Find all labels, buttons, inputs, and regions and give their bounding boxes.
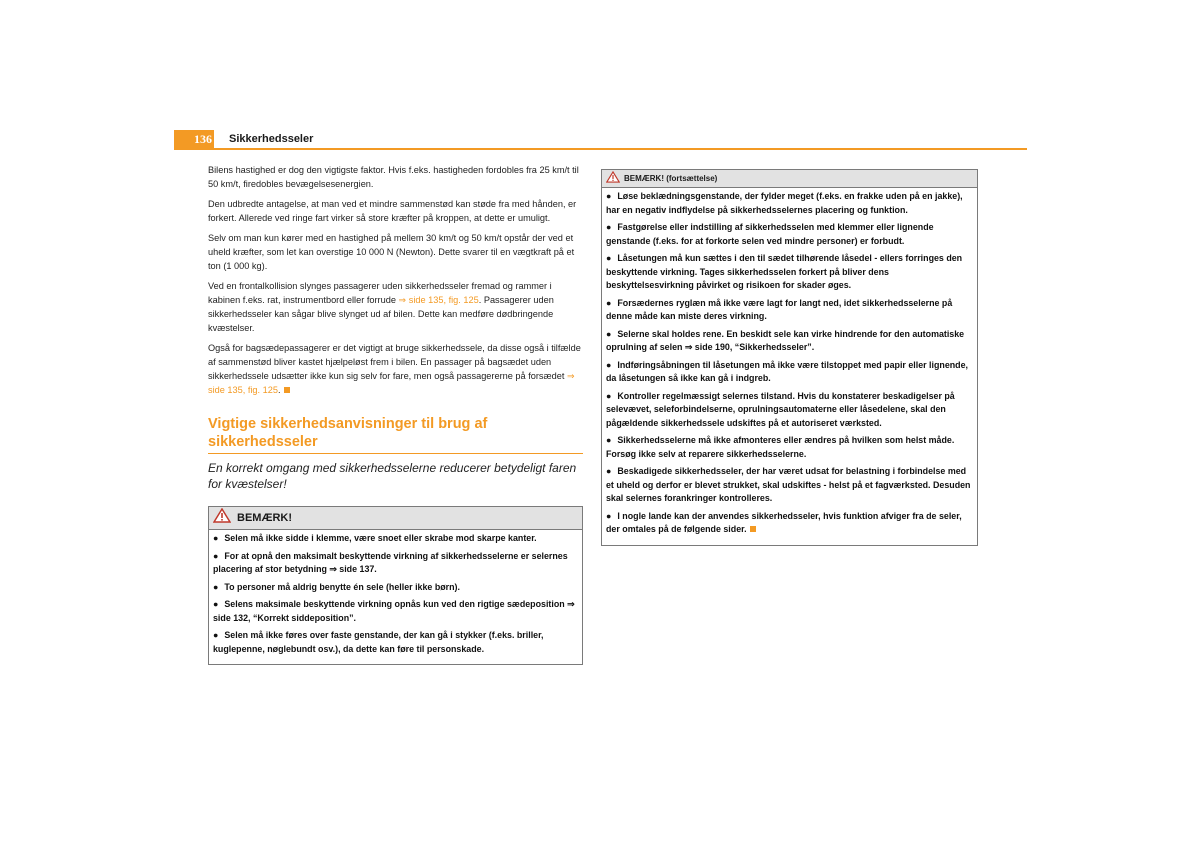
warning-item: ● Kontroller regelmæssigt selernes tilstand. Hvis du konstaterer beskadigelser på selevævet, seleforbindelserne, oprulningsautomaterne eller låsedelene, skal den pågældende sikkerhedssele udskiftes på et autoriseret værksted. [606, 390, 955, 428]
warning-item: ● Forsædernes ryglæn må ikke være lagt for langt ned, idet sikkerhedsselerne på denne måde kan miste deres virkning. [606, 297, 953, 321]
section-title: Sikkerhedsseler [229, 133, 314, 145]
page-number: 136 [174, 130, 214, 149]
warning-box-continued [601, 169, 978, 546]
warning-box [208, 506, 583, 665]
paragraph-3: Selv om man kun kører med en hastighed på mellem 30 km/t og 50 km/t opstår der ved et uheld kræfter, som let kan overstige 10 000 N (Newton). Dette svarer til en vægtkraft på et ton (1 000 kg). [208, 233, 575, 271]
warning-list [209, 530, 582, 664]
paragraph-2: Den udbredte antagelse, at man ved et mindre sammenstød kan støde fra med hånden, er forkert. Allerede ved ringe fart virker så store kræfter på kroppen, at dette er umuligt. [208, 199, 577, 223]
bullet-icon: ● [606, 328, 612, 339]
warning-item: ● Indføringsåbningen til låsetungen må ikke være tilstoppet med papir eller lignende, da låsetungen så ikke kan gå i indgreb. [606, 359, 969, 383]
bullet-icon: ● [606, 297, 612, 308]
warning-item: ● For at opnå den maksimalt beskyttende virkning af sikkerhedsselerne er selernes placering af stor betydning ⇒ side 137. [213, 550, 568, 574]
warning-item: ● Selens maksimale beskyttende virkning opnås kun ved den rigtige sædeposition ⇒ side 132, “Korrekt siddeposition”. [213, 599, 575, 623]
warning-item: ● Låsetungen må kun sættes i den til sædet tilhørende låsedel - ellers forringes den beskyttende virkning. Tages sikkerhedsselen forkert på bliver dens beskyttelsesvirkning påvirket og risikoen for skader øges. [606, 253, 963, 290]
warning-title: BEMÆRK! [237, 512, 292, 524]
bullet-icon: ● [213, 581, 219, 592]
bullet-icon: ● [606, 222, 612, 232]
bullet-icon: ● [606, 390, 612, 401]
warning-item: ● Løse beklædningsgenstande, der fylder meget (f.eks. en frakke uden på en jakke), har en negativ indflydelse på sikkerhedsselernes placering og funktion. [606, 191, 963, 215]
warning-item: ● Sikkerhedsselerne må ikke afmonteres eller ændres på hvilken som helst måde. Forsøg ikke selv at reparere sikkerhedsselerne. [606, 435, 955, 459]
paragraph-4: Ved en frontalkollision slynges passagerer uden sikkerhedsseler fremad og rammer i kabinen f.eks. rat, instrumentbord eller forrude ⇒ side 135, fig. 125. Passagerer uden sikkerhedsseler kan sågar blive slynget ud af bilen. Dette kan medføre dødbringende kvæstelser. [208, 281, 554, 333]
bullet-icon: ● [213, 550, 219, 561]
body-text [208, 163, 583, 397]
bullet-icon: ● [606, 466, 612, 476]
bullet-icon: ● [606, 510, 612, 521]
bullet-icon: ● [213, 533, 219, 543]
figure-reference-link[interactable]: ⇒ side 135, fig. 125 [208, 371, 575, 395]
paragraph-1: Bilens hastighed er dog den vigtigste faktor. Hvis f.eks. hastigheden fordobles fra 25 km/t til 50 km/t, firedobles bevægelsesenergien. [208, 165, 579, 189]
header-rule [174, 148, 1027, 150]
left-column [208, 163, 583, 665]
bullet-icon: ● [213, 599, 219, 609]
warning-item: ● Selen må ikke sidde i klemme, være snoet eller skrabe mod skarpe kanter. [213, 532, 578, 546]
end-of-section-icon [750, 526, 756, 532]
bullet-icon: ● [606, 253, 612, 263]
bullet-icon: ● [213, 630, 219, 640]
section-heading: Vigtige sikkerhedsanvisninger til brug af sikkerhedsseler [208, 415, 583, 454]
warning-list [602, 188, 977, 545]
bullet-icon: ● [606, 359, 612, 370]
figure-reference-link[interactable]: ⇒ side 135, fig. 125 [398, 295, 479, 305]
warning-item: ● Fastgørelse eller indstilling af sikkerhedsselen med klemmer eller lignende genstande (f.eks. for at forkorte selen ved mindre personer) er forbudt. [606, 222, 934, 246]
warning-item: ● Selerne skal holdes rene. En beskidt sele kan virke hindrende for den automatiske oprulning af selen ⇒ side 190, “Sikkerhedsseler”. [606, 328, 965, 352]
warning-triangle-icon [606, 170, 620, 188]
warning-item: ● To personer må aldrig benytte én sele (heller ikke børn). [213, 581, 578, 595]
warning-item: ● Selen må ikke føres over faste genstande, der kan gå i stykker (f.eks. briller, kuglepenne, nøglebundt osv.), da dette kan føre til personskade. [213, 630, 544, 654]
bullet-icon: ● [606, 191, 612, 201]
warning-header [209, 507, 582, 530]
warning-item: ● Beskadigede sikkerhedsseler, der har været udsat for belastning i forbindelse med et uheld og derfor er blevet strukket, skal udskiftes - helst på et fagværksted. Desuden skal selernes forankringer kontrolleres. [606, 466, 971, 503]
bullet-icon: ● [606, 435, 612, 445]
warning-item: ● I nogle lande kan der anvendes sikkerhedsseler, hvis funktion afviger fra de seler, der omtales på de følgende sider. [606, 510, 962, 534]
warning-header [602, 170, 977, 188]
lead-text: En korrekt omgang med sikkerhedsselerne reducerer betydeligt faren for kvæstelser! [208, 461, 577, 491]
end-of-section-icon [284, 387, 290, 393]
page-header [174, 130, 1027, 149]
warning-title: BEMÆRK! (fortsættelse) [624, 174, 718, 183]
paragraph-5: Også for bagsædepassagerer er det vigtigt at bruge sikkerhedssele, da disse også i tilfælde af sammenstød bliver kastet hjælpeløst frem i bilen. En passager på bagsædet uden sikkerhedssele udsætter ikke kun sig selv for fare, men også passagererne på forsædet ⇒ side 135, fig. 125. [208, 343, 581, 395]
warning-triangle-icon [213, 508, 231, 528]
